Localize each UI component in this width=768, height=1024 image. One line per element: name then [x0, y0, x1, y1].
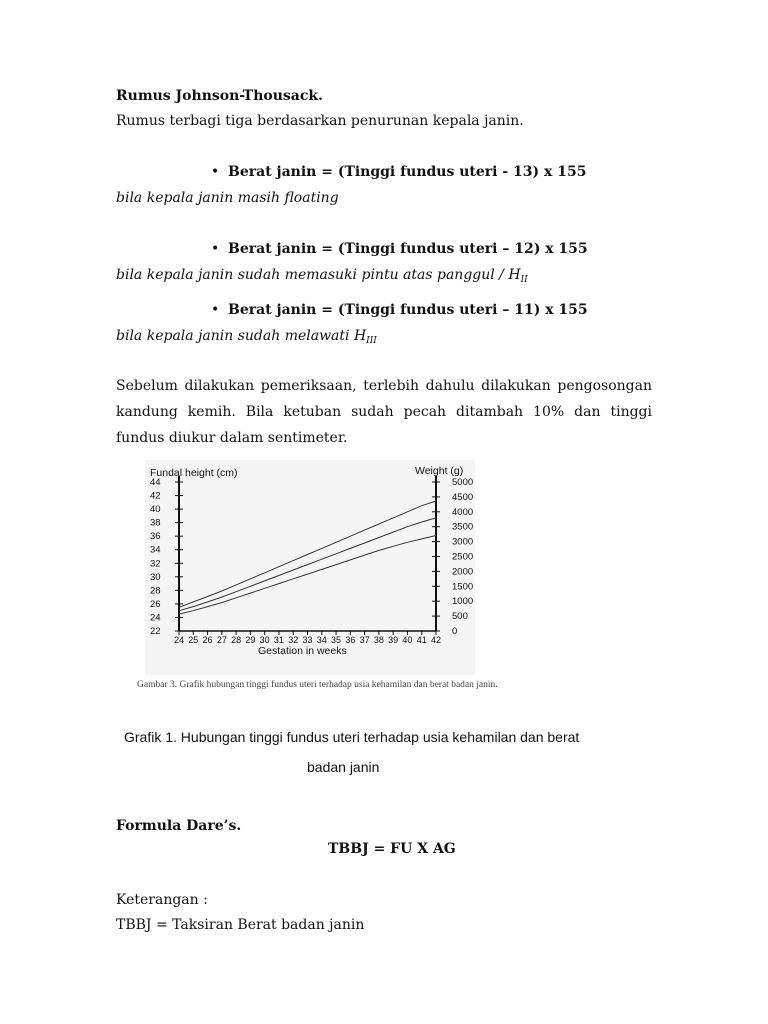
- figure-caption-line1: Grafik 1. Hubungan tinggi fundus uteri terhadap usia kehamilan dan berat: [124, 729, 580, 745]
- x-tick-label: 29: [245, 635, 256, 645]
- y-right-tick-label: 5000: [452, 477, 474, 488]
- tbbj-definition: TBBJ = Taksiran Berat badan janin: [116, 917, 365, 933]
- y-tick-label: 28: [150, 585, 161, 597]
- formula-2: • Berat janin = (Tinggi fundus uteri – 12) x 155: [228, 241, 588, 257]
- formula-3-note: bila kepala janin sudah melawati $H_{III}$: [116, 328, 377, 346]
- y-tick-label: 30: [150, 571, 161, 583]
- heading-formula-dares: Formula Dare’s.: [116, 818, 242, 834]
- x-tick-label: 30: [259, 635, 270, 645]
- y-tick-label: 22: [150, 626, 161, 637]
- formula-2-note: bila kepala janin sudah memasuki pintu atas panggul / $H_{II}$: [116, 267, 528, 285]
- x-tick-label: 41: [416, 635, 427, 645]
- body-paragraph: Sebelum dilakukan pemeriksaan, terlebih dahulu dilakukan pengosongan kandung kemih. Bila ketuban sudah pecah ditambah 10% dan tinggi fundus diukur dalam sentimeter.: [116, 378, 652, 446]
- x-tick-label: 32: [288, 635, 299, 645]
- x-tick-label: 27: [216, 635, 227, 645]
- y-right-axis-title: Weight (g): [415, 465, 464, 477]
- formula-2-subscript: II: [520, 275, 528, 285]
- x-axis-title: Gestation in weeks: [258, 645, 347, 657]
- x-tick-label: 25: [188, 635, 199, 645]
- x-tick-label: 28: [231, 635, 242, 645]
- y-tick-label: 26: [150, 598, 161, 610]
- x-tick-label: 42: [430, 635, 442, 645]
- x-tick-label: 26: [202, 635, 213, 645]
- formula-1: • Berat janin = (Tinggi fundus uteri - 13) x 155: [228, 164, 586, 180]
- formula-1-note: bila kepala janin masih floating: [116, 190, 339, 206]
- x-tick-label: 38: [373, 635, 384, 645]
- intro-text: Rumus terbagi tiga berdasarkan penurunan kepala janin.: [116, 113, 524, 129]
- x-tick-label: 40: [402, 635, 413, 645]
- y-tick-label: 32: [150, 558, 161, 570]
- y-right-tick-label: 0: [452, 626, 458, 637]
- keterangan-label: Keterangan :: [116, 892, 208, 908]
- y-tick-label: 34: [150, 544, 161, 556]
- y-axis-title: Fundal height (cm): [150, 467, 238, 479]
- x-tick-label: 37: [359, 635, 370, 645]
- y-tick-label: 38: [150, 517, 161, 529]
- heading-johnson-thousack: Rumus Johnson-Thousack.: [116, 88, 323, 104]
- y-right-tick-label: 2000: [452, 566, 474, 578]
- formula-3: • Berat janin = (Tinggi fundus uteri – 11) x 155: [228, 302, 588, 318]
- x-tick-label: 34: [316, 635, 327, 645]
- x-tick-label: 24: [173, 635, 185, 645]
- x-tick-label: 33: [302, 635, 313, 645]
- x-tick-label: 35: [331, 635, 342, 645]
- y-tick-label: 24: [150, 612, 161, 624]
- dare-formula: TBBJ = FU X AG: [328, 841, 456, 857]
- x-tick-label: 36: [345, 635, 356, 645]
- x-tick-label: 39: [388, 635, 399, 645]
- y-right-tick-label: 3500: [452, 521, 474, 533]
- y-right-tick-label: 3000: [452, 536, 474, 548]
- y-right-tick-label: 1500: [452, 581, 474, 593]
- y-right-tick-label: 1000: [452, 596, 474, 608]
- y-right-tick-label: 2500: [452, 551, 474, 563]
- figure-caption-line2: badan janin: [307, 759, 380, 775]
- y-right-tick-label: 4500: [452, 491, 474, 503]
- fundal-height-chart: [145, 460, 475, 675]
- formula-3-subscript: III: [366, 336, 377, 346]
- y-right-tick-label: 500: [452, 611, 468, 623]
- y-tick-label: 44: [150, 477, 161, 488]
- y-tick-label: 42: [150, 490, 161, 502]
- y-right-tick-label: 4000: [452, 506, 474, 518]
- figure-caption-original: Gambar 3. Grafik hubungan tinggi fundus uteri terhadap usia kehamilan dan berat badan janin.: [137, 680, 498, 690]
- y-tick-label: 36: [150, 531, 161, 543]
- y-tick-label: 40: [150, 504, 161, 516]
- x-tick-label: 31: [273, 635, 284, 645]
